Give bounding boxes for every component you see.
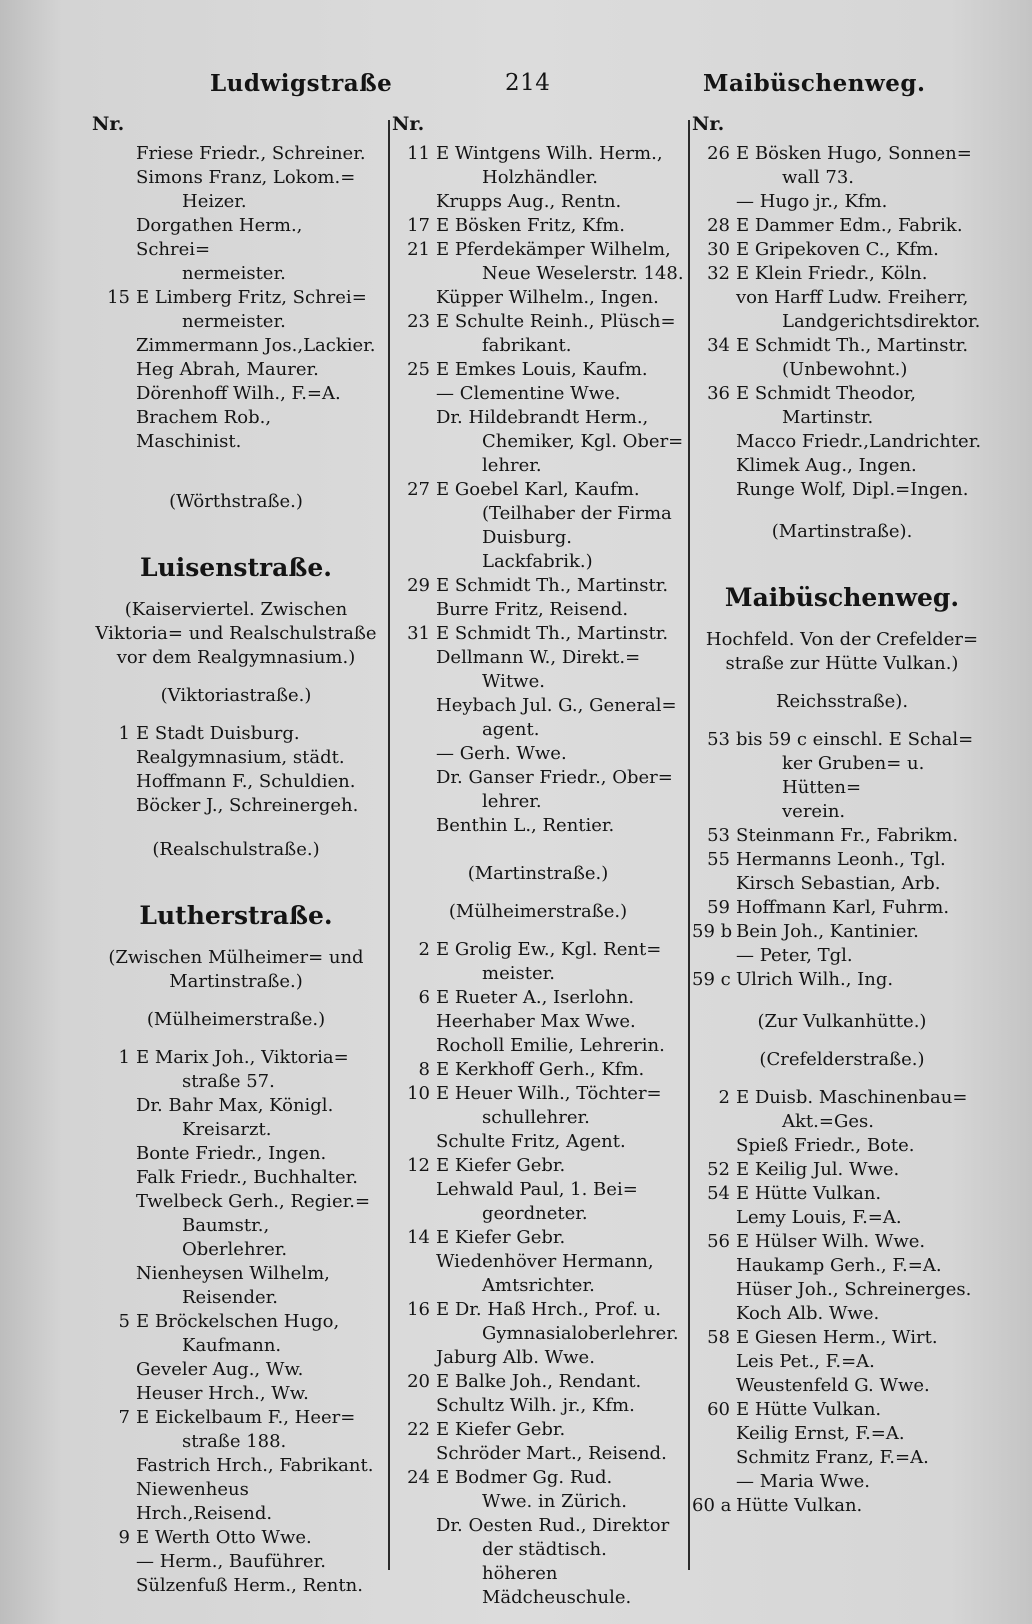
entry-text: E Heuer Wilh., Töchter=: [436, 1083, 662, 1104]
resident-entry: Heuser Hrch., Ww.: [136, 1383, 309, 1404]
entry-text: E Bösken Fritz, Kfm.: [436, 215, 625, 236]
resident-entry: Nienheysen Wilhelm,: [136, 1263, 330, 1284]
numbered-entry: [92, 286, 380, 334]
numbered-entry: [392, 1226, 684, 1250]
column-2: [392, 112, 684, 1610]
house-number: 23: [407, 311, 430, 332]
resident-entry: Zimmermann Jos.,Lackier.: [136, 335, 376, 356]
description-line: Hochfeld. Von der Crefelder=: [705, 629, 979, 650]
resident-list: [692, 1254, 992, 1326]
entry-text: E Bösken Hugo, Sonnen=: [736, 143, 972, 164]
resident-list: [692, 1422, 992, 1494]
header-right-street: Maibüschenweg.: [703, 70, 926, 97]
house-number: 32: [707, 263, 730, 284]
entry-text: E Hütte Vulkan.: [736, 1183, 882, 1204]
numbered-entry: [392, 1466, 684, 1514]
entry-text: E Hütte Vulkan.: [736, 1399, 882, 1420]
house-number: 53: [707, 729, 730, 750]
resident-list: [392, 1346, 684, 1370]
numbered-entry: [392, 1082, 684, 1130]
cross-reference: (Martinstraße.): [467, 863, 609, 884]
entry-continuation: geordneter.: [482, 1203, 588, 1224]
page-number: 214: [505, 70, 551, 96]
entry-continuation: ker Gruben= u. Hütten=: [782, 753, 925, 798]
entry-text: E Emkes Louis, Kaufm.: [436, 359, 648, 380]
street-description: [92, 946, 380, 994]
resident-list: [692, 190, 992, 214]
column-1: [92, 112, 380, 1598]
resident-list: [392, 286, 684, 310]
numbered-entry: [92, 1310, 380, 1358]
entry-text: bis 59 c einschl. E Schal=: [736, 729, 974, 750]
numbered-entry: [692, 238, 992, 262]
house-number: 31: [407, 623, 430, 644]
resident-list: [692, 286, 992, 334]
numbered-entry: [392, 938, 684, 986]
entry-text: E Eickelbaum F., Heer=: [136, 1407, 356, 1428]
resident-entry: — Hugo jr., Kfm.: [736, 191, 888, 212]
house-number: 20: [407, 1371, 430, 1392]
house-number: 22: [407, 1419, 430, 1440]
resident-entry: Jaburg Alb. Wwe.: [436, 1347, 595, 1368]
numbered-entry: [692, 334, 992, 382]
nr-label: Nr.: [392, 113, 425, 135]
entry-continuation: Gymnasialoberlehrer.: [482, 1323, 679, 1344]
numbered-entry: [392, 214, 684, 238]
numbered-entry: [692, 1182, 992, 1206]
resident-entry: Schultz Wilh. jr., Kfm.: [436, 1395, 635, 1416]
resident-entry: — Herm., Bauführer.: [136, 1551, 326, 1572]
cross-reference: (Martinstraße).: [771, 521, 913, 542]
entry-continuation: (Teilhaber der Firma: [482, 503, 672, 524]
entry-text: E Marix Joh., Viktoria=: [136, 1047, 349, 1068]
resident-entry: Realgymnasium, städt.: [136, 747, 345, 768]
house-number: 53: [707, 825, 730, 846]
resident-list: [392, 1010, 684, 1058]
house-number: 34: [707, 335, 730, 356]
entry-text: Hermanns Leonh., Tgl.: [736, 849, 946, 870]
entry-continuation: Martinstr.: [782, 407, 874, 428]
entry-text: Bein Joh., Kantinier.: [736, 921, 919, 942]
description-line: straße zur Hütte Vulkan.): [725, 653, 959, 674]
resident-list: [392, 1178, 684, 1226]
resident-list: [92, 142, 380, 286]
resident-entry: Keilig Ernst, F.=A.: [736, 1423, 905, 1444]
resident-entry: Geveler Aug., Ww.: [136, 1359, 304, 1380]
cross-reference: Reichsstraße).: [775, 691, 909, 712]
resident-list: [392, 1514, 684, 1610]
entry-continuation: nermeister.: [182, 263, 286, 284]
entry-continuation: (Unbewohnt.): [782, 359, 908, 380]
resident-entry: Spieß Friedr., Bote.: [736, 1135, 915, 1156]
resident-list: [92, 746, 380, 818]
street-description: [92, 598, 380, 670]
house-number: 14: [407, 1227, 430, 1248]
house-number: 17: [407, 215, 430, 236]
house-number: 58: [707, 1327, 730, 1348]
resident-list: [392, 1442, 684, 1466]
column-3: [692, 112, 992, 1518]
house-number: 1: [118, 1047, 130, 1068]
resident-entry: Böcker J., Schreinergeh.: [136, 795, 359, 816]
house-number: 2: [718, 1087, 730, 1108]
street-title: Luisenstraße.: [139, 553, 332, 582]
house-number: 59: [707, 897, 730, 918]
entry-continuation: Akt.=Ges.: [782, 1111, 874, 1132]
numbered-entry: [692, 1230, 992, 1254]
entry-text: E Limberg Fritz, Schrei=: [136, 287, 367, 308]
entry-text: E Hülser Wilh. Wwe.: [736, 1231, 926, 1252]
entry-text: E Gripekoven C., Kfm.: [736, 239, 939, 260]
resident-entry: — Gerh. Wwe.: [436, 743, 567, 764]
resident-list: [392, 1250, 684, 1298]
numbered-entry: [692, 920, 992, 944]
resident-entry: Leis Pet., F.=A.: [736, 1351, 875, 1372]
entry-text: E Goebel Karl, Kaufm.: [436, 479, 640, 500]
entry-text: E Schmidt Th., Martinstr.: [736, 335, 969, 356]
house-number: 59 c: [692, 969, 731, 990]
cross-reference: (Crefelderstraße.): [759, 1049, 925, 1070]
entry-continuation: verein.: [782, 801, 846, 822]
numbered-entry: [92, 1406, 380, 1454]
entry-text: E Stadt Duisburg.: [136, 723, 300, 744]
entry-text: Steinmann Fr., Fabrikm.: [736, 825, 959, 846]
entry-text: E Schmidt Th., Martinstr.: [436, 623, 669, 644]
numbered-entry: [692, 848, 992, 872]
numbered-entry: [392, 238, 684, 286]
resident-entry: Niewenheus Hrch.,Reisend.: [136, 1479, 273, 1524]
entry-text: E Kiefer Gebr.: [436, 1227, 566, 1248]
entry-continuation: wall 73.: [782, 167, 854, 188]
house-number: 28: [707, 215, 730, 236]
column-divider: [688, 120, 690, 1570]
resident-entry: Heg Abrah, Maurer.: [136, 359, 319, 380]
resident-entry: Schmitz Franz, F.=A.: [736, 1447, 929, 1468]
resident-list: [392, 646, 684, 838]
entry-continuation: Duisburg. Lackfabrik.): [482, 527, 593, 572]
resident-entry: Lehwald Paul, 1. Bei=: [436, 1179, 638, 1200]
cross-reference: (Realschulstraße.): [152, 839, 320, 860]
resident-entry: Krupps Aug., Rentn.: [436, 191, 622, 212]
numbered-entry: [692, 382, 992, 430]
entry-continuation: nermeister.: [182, 311, 286, 332]
house-number: 60 a: [692, 1495, 732, 1516]
resident-entry: von Harff Ludw. Freiherr,: [736, 287, 969, 308]
entry-continuation: agent.: [482, 719, 540, 740]
entry-text: E Werth Otto Wwe.: [136, 1527, 312, 1548]
street-title: Lutherstraße.: [139, 901, 333, 930]
resident-list: [692, 944, 992, 968]
numbered-entry: [392, 622, 684, 646]
cross-reference: (Zur Vulkanhütte.): [757, 1011, 927, 1032]
resident-list: [692, 1206, 992, 1230]
house-number: 55: [707, 849, 730, 870]
description-line: vor dem Realgymnasium.): [116, 647, 356, 668]
resident-entry: Wiedenhöver Hermann,: [436, 1251, 654, 1272]
numbered-entry: [392, 1058, 684, 1082]
numbered-entry: [692, 1494, 992, 1518]
numbered-entry: [92, 1526, 380, 1550]
resident-entry: Lemy Louis, F.=A.: [736, 1207, 902, 1228]
entry-continuation: Kaufmann.: [182, 1335, 282, 1356]
description-line: (Kaiserviertel. Zwischen: [124, 599, 348, 620]
entry-text: E Kerkhoff Gerh., Kfm.: [436, 1059, 645, 1080]
resident-entry: Simons Franz, Lokom.=: [136, 167, 356, 188]
entry-text: E Kiefer Gebr.: [436, 1155, 566, 1176]
house-number: 27: [407, 479, 430, 500]
numbered-entry: [692, 262, 992, 286]
numbered-entry: [392, 1418, 684, 1442]
house-number: 6: [418, 987, 430, 1008]
house-number: 7: [118, 1407, 130, 1428]
resident-entry: Dr. Hildebrandt Herm.,: [436, 407, 649, 428]
entry-text: E Dr. Haß Hrch., Prof. u.: [436, 1299, 662, 1320]
cross-reference: (Mülheimerstraße.): [146, 1009, 326, 1030]
resident-entry: Dellmann W., Direkt.=: [436, 647, 641, 668]
numbered-entry: [692, 1326, 992, 1350]
resident-list: [692, 1350, 992, 1398]
resident-list: [392, 190, 684, 214]
resident-entry: Schulte Fritz, Agent.: [436, 1131, 626, 1152]
nr-label: Nr.: [692, 113, 725, 135]
entry-text: E Schulte Reinh., Plüsch=: [436, 311, 676, 332]
numbered-entry: [92, 722, 380, 746]
resident-entry: Bonte Friedr., Ingen.: [136, 1143, 327, 1164]
numbered-entry: [92, 1046, 380, 1094]
entry-text: E Schmidt Th., Martinstr.: [436, 575, 669, 596]
resident-entry: Klimek Aug., Ingen.: [736, 455, 917, 476]
cross-reference: (Mülheimerstraße.): [448, 901, 628, 922]
house-number: 60: [707, 1399, 730, 1420]
entry-text: E Grolig Ew., Kgl. Rent=: [436, 939, 662, 960]
house-number: 59 b: [692, 921, 733, 942]
numbered-entry: [692, 728, 992, 824]
resident-entry: Burre Fritz, Reisend.: [436, 599, 629, 620]
resident-entry: Kirsch Sebastian, Arb.: [736, 873, 941, 894]
resident-entry: Macco Friedr.,Landrichter.: [736, 431, 982, 452]
cross-reference: (Wörthstraße.): [169, 491, 303, 512]
header-left-street: Ludwigstraße: [210, 70, 393, 97]
entry-continuation: Baumstr., Oberlehrer.: [182, 1215, 288, 1260]
resident-entry: Haukamp Gerh., F.=A.: [736, 1255, 942, 1276]
numbered-entry: [392, 1298, 684, 1346]
numbered-entry: [392, 142, 684, 190]
resident-list: [92, 1358, 380, 1406]
entry-text: Ulrich Wilh., Ing.: [736, 969, 894, 990]
entry-continuation: fabrikant.: [482, 335, 572, 356]
entry-continuation: straße 188.: [182, 1431, 287, 1452]
entry-continuation: Chemiker, Kgl. Ober=: [482, 431, 684, 452]
cross-reference: (Viktoriastraße.): [160, 685, 312, 706]
entry-continuation: Reisender.: [182, 1287, 278, 1308]
numbered-entry: [392, 574, 684, 598]
resident-entry: Dr. Ganser Friedr., Ober=: [436, 767, 673, 788]
numbered-entry: [692, 214, 992, 238]
resident-entry: Brachem Rob., Maschinist.: [136, 407, 272, 452]
entry-text: E Kiefer Gebr.: [436, 1419, 566, 1440]
resident-entry: Dorgathen Herm., Schrei=: [136, 215, 303, 260]
entry-continuation: Witwe.: [482, 671, 545, 692]
numbered-entry: [392, 310, 684, 358]
resident-list: [392, 1394, 684, 1418]
entry-text: E Pferdekämper Wilhelm,: [436, 239, 671, 260]
entry-text: E Balke Joh., Rendant.: [436, 1371, 642, 1392]
resident-entry: Falk Friedr., Buchhalter.: [136, 1167, 359, 1188]
resident-list: [692, 430, 992, 502]
resident-entry: — Maria Wwe.: [736, 1471, 870, 1492]
numbered-entry: [392, 478, 684, 574]
entry-text: E Duisb. Maschinenbau=: [736, 1087, 968, 1108]
resident-list: [692, 872, 992, 896]
house-number: 30: [707, 239, 730, 260]
house-number: 2: [418, 939, 430, 960]
resident-entry: Schröder Mart., Reisend.: [436, 1443, 667, 1464]
entry-continuation: Neue Weselerstr. 148.: [482, 263, 684, 284]
numbered-entry: [692, 1158, 992, 1182]
resident-entry: Dörenhoff Wilh., F.=A.: [136, 383, 341, 404]
entry-text: E Klein Friedr., Köln.: [736, 263, 928, 284]
house-number: 36: [707, 383, 730, 404]
entry-continuation: straße 57.: [182, 1071, 275, 1092]
house-number: 21: [407, 239, 430, 260]
resident-entry: Friese Friedr., Schreiner.: [136, 143, 366, 164]
resident-entry: Benthin L., Rentier.: [436, 815, 615, 836]
numbered-entry: [692, 896, 992, 920]
resident-list: [92, 1094, 380, 1310]
entry-continuation: lehrer.: [482, 791, 542, 812]
entry-text: E Wintgens Wilh. Herm.,: [436, 143, 663, 164]
resident-entry: Küpper Wilhelm., Ingen.: [436, 287, 659, 308]
resident-entry: Koch Alb. Wwe.: [736, 1303, 880, 1324]
entry-text: E Bröckelschen Hugo,: [136, 1311, 340, 1332]
house-number: 10: [407, 1083, 430, 1104]
entry-text: E Dammer Edm., Fabrik.: [736, 215, 963, 236]
resident-list: [392, 598, 684, 622]
numbered-entry: [392, 358, 684, 382]
description-line: Viktoria= und Realschulstraße: [95, 623, 377, 644]
house-number: 11: [407, 143, 430, 164]
house-number: 12: [407, 1155, 430, 1176]
numbered-entry: [692, 1086, 992, 1134]
description-line: Martinstraße.): [169, 971, 303, 992]
resident-entry: Runge Wolf, Dipl.=Ingen.: [736, 479, 969, 500]
entry-continuation: meister.: [482, 963, 555, 984]
street-description: [692, 628, 992, 676]
resident-entry: Fastrich Hrch., Fabrikant.: [136, 1455, 374, 1476]
entry-continuation: Amtsrichter.: [482, 1275, 595, 1296]
entry-continuation: lehrer.: [482, 455, 542, 476]
resident-entry: Dr. Oesten Rud., Direktor: [436, 1515, 670, 1536]
numbered-entry: [392, 1154, 684, 1178]
resident-entry: Hüser Joh., Schreinerges.: [736, 1279, 972, 1300]
entry-continuation: Landgerichtsdirektor.: [782, 311, 981, 332]
entry-continuation: der städtisch. höheren: [482, 1539, 607, 1584]
house-number: 24: [407, 1467, 430, 1488]
house-number: 25: [407, 359, 430, 380]
house-number: 56: [707, 1231, 730, 1252]
house-number: 15: [107, 287, 130, 308]
resident-list: [392, 382, 684, 478]
nr-label: Nr.: [92, 113, 125, 135]
numbered-entry: [692, 824, 992, 848]
numbered-entry: [692, 1398, 992, 1422]
resident-entry: Dr. Bahr Max, Königl.: [136, 1095, 334, 1116]
street-title: Maibüschenweg.: [724, 583, 960, 612]
house-number: 52: [707, 1159, 730, 1180]
resident-entry: Heerhaber Max Wwe.: [436, 1011, 636, 1032]
resident-list: [692, 1134, 992, 1158]
resident-list: [92, 1454, 380, 1526]
house-number: 29: [407, 575, 430, 596]
resident-entry: — Peter, Tgl.: [736, 945, 853, 966]
entry-continuation: Mädcheuschule.: [482, 1587, 632, 1608]
numbered-entry: [692, 968, 992, 992]
resident-entry: Sülzenfuß Herm., Rentn.: [136, 1575, 363, 1596]
entry-continuation: schullehrer.: [482, 1107, 590, 1128]
resident-entry: Rocholl Emilie, Lehrerin.: [436, 1035, 665, 1056]
resident-list: [92, 334, 380, 454]
resident-entry: Heybach Jul. G., General=: [436, 695, 677, 716]
entry-text: Hütte Vulkan.: [736, 1495, 863, 1516]
resident-list: [392, 1130, 684, 1154]
house-number: 8: [418, 1059, 430, 1080]
house-number: 54: [707, 1183, 730, 1204]
entry-continuation: Heizer.: [182, 191, 247, 212]
resident-entry: Twelbeck Gerh., Regier.=: [136, 1191, 371, 1212]
resident-entry: — Clementine Wwe.: [436, 383, 621, 404]
description-line: (Zwischen Mülheimer= und: [108, 947, 364, 968]
house-number: 16: [407, 1299, 430, 1320]
resident-entry: Hoffmann F., Schuldien.: [136, 771, 356, 792]
column-divider: [388, 120, 390, 1570]
entry-text: E Schmidt Theodor,: [736, 383, 916, 404]
entry-continuation: Kreisarzt.: [182, 1119, 272, 1140]
resident-list: [92, 1550, 380, 1598]
numbered-entry: [392, 1370, 684, 1394]
house-number: 5: [118, 1311, 130, 1332]
numbered-entry: [692, 142, 992, 190]
entry-continuation: Holzhändler.: [482, 167, 598, 188]
entry-text: E Giesen Herm., Wirt.: [736, 1327, 938, 1348]
resident-entry: Weustenfeld G. Wwe.: [736, 1375, 930, 1396]
house-number: 9: [118, 1527, 130, 1548]
entry-text: E Bodmer Gg. Rud.: [436, 1467, 613, 1488]
entry-text: E Rueter A., Iserlohn.: [436, 987, 635, 1008]
house-number: 1: [118, 723, 130, 744]
entry-text: Hoffmann Karl, Fuhrm.: [736, 897, 950, 918]
entry-continuation: Wwe. in Zürich.: [482, 1491, 627, 1512]
numbered-entry: [392, 986, 684, 1010]
entry-text: E Keilig Jul. Wwe.: [736, 1159, 900, 1180]
house-number: 26: [707, 143, 730, 164]
